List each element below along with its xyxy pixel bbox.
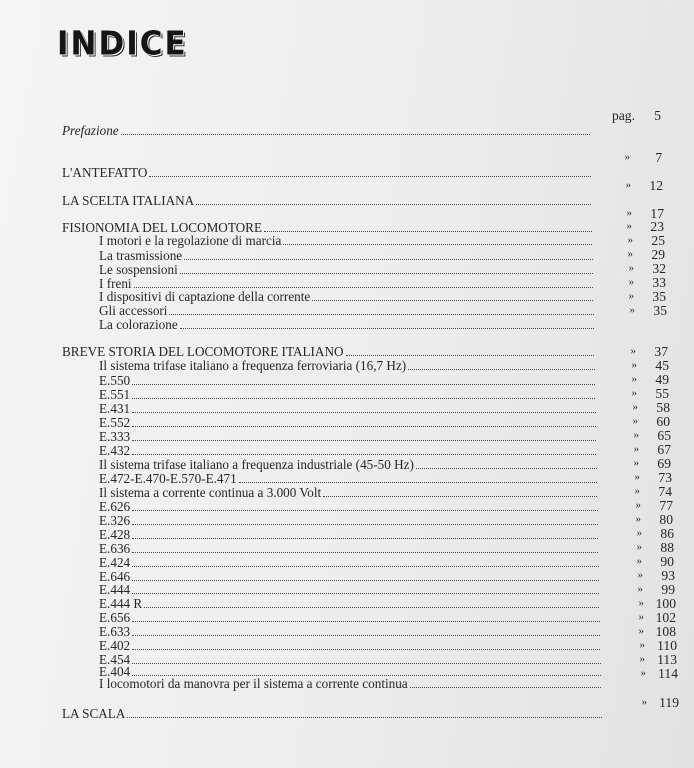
page-number bbox=[616, 596, 676, 611]
page-number bbox=[618, 666, 678, 681]
page-value: 12 bbox=[649, 178, 663, 193]
toc-entry bbox=[99, 513, 598, 528]
toc-entry-title: Prefazione bbox=[62, 123, 119, 138]
toc-entry bbox=[99, 527, 598, 542]
dotted-leader bbox=[144, 596, 599, 608]
page-number bbox=[601, 108, 661, 123]
page-number bbox=[611, 428, 671, 443]
toc-entry-title: E.550 bbox=[99, 373, 131, 388]
dotted-leader bbox=[132, 624, 600, 636]
dotted-leader bbox=[132, 664, 601, 676]
toc-entry-title: FISIONOMIA DEL LOCOMOTORE bbox=[62, 220, 263, 235]
toc-entry-title: I motori e la regolazione di marcia bbox=[99, 233, 282, 248]
toc-entry-title: Il sistema a corrente continua a 3.000 Volt bbox=[99, 485, 322, 500]
page-number bbox=[606, 261, 666, 276]
ditto-marker: » bbox=[633, 443, 639, 455]
dotted-leader bbox=[264, 220, 592, 232]
page-number bbox=[616, 624, 676, 639]
ditto-marker: » bbox=[633, 457, 639, 469]
toc-entry-title: E.424 bbox=[99, 555, 131, 570]
toc-entry bbox=[99, 248, 593, 263]
page-value: 33 bbox=[652, 275, 666, 290]
page-number bbox=[607, 303, 667, 318]
ditto-marker: » bbox=[636, 541, 642, 553]
ditto-marker: » bbox=[636, 527, 642, 539]
dotted-leader bbox=[132, 499, 598, 511]
page-number bbox=[610, 400, 670, 415]
dotted-leader bbox=[132, 429, 596, 441]
toc-entry-title: L'ANTEFATTO bbox=[62, 165, 148, 180]
page-number bbox=[608, 344, 668, 359]
toc-entry-title: E.633 bbox=[99, 624, 131, 639]
toc-entry-title: E.428 bbox=[99, 527, 131, 542]
toc-entry-title: E.444 R bbox=[99, 596, 143, 611]
toc-entry bbox=[99, 262, 593, 277]
ditto-marker: » bbox=[628, 276, 634, 288]
page-value: 69 bbox=[657, 456, 671, 471]
page-value: 58 bbox=[656, 400, 670, 415]
toc-entry bbox=[99, 373, 595, 388]
toc-entry bbox=[99, 624, 600, 639]
toc-entry-title: E.454 bbox=[99, 652, 131, 667]
ditto-marker: » bbox=[631, 387, 637, 399]
ditto-marker: » bbox=[641, 696, 647, 708]
ditto-marker: » bbox=[638, 611, 644, 623]
toc-entry-title: Gli accessori bbox=[99, 303, 168, 318]
toc-entry-title: E.444 bbox=[99, 582, 131, 597]
page-value: 65 bbox=[657, 428, 671, 443]
toc-entry bbox=[99, 358, 595, 373]
dotted-leader bbox=[169, 303, 594, 315]
ditto-marker: » bbox=[628, 290, 634, 302]
dotted-leader bbox=[149, 165, 591, 177]
ditto-marker: » bbox=[631, 359, 637, 371]
ditto-marker: » bbox=[624, 151, 630, 163]
page-number bbox=[603, 178, 663, 193]
toc-entry bbox=[62, 165, 591, 180]
dotted-leader bbox=[239, 471, 597, 483]
page-value: 17 bbox=[650, 206, 664, 221]
ditto-marker: » bbox=[628, 262, 634, 274]
page-value: 49 bbox=[655, 372, 669, 387]
page-value: 80 bbox=[659, 512, 673, 527]
ditto-marker: » bbox=[640, 667, 646, 679]
page-value: 5 bbox=[654, 108, 661, 123]
ditto-marker: » bbox=[638, 625, 644, 637]
ditto-marker: » bbox=[632, 415, 638, 427]
toc-entry-title: E.432 bbox=[99, 443, 131, 458]
page-value: 119 bbox=[659, 695, 679, 710]
toc-entry-title: Il sistema trifase italiano a frequenza industriale (45-50 Hz) bbox=[99, 457, 414, 472]
ditto-marker: » bbox=[626, 207, 632, 219]
toc-entry bbox=[99, 289, 593, 304]
page-number bbox=[615, 582, 675, 597]
dotted-leader bbox=[312, 289, 593, 301]
dotted-leader bbox=[416, 457, 597, 469]
toc-entry-title: E.431 bbox=[99, 401, 131, 416]
page-value: 55 bbox=[655, 386, 669, 401]
ditto-marker: » bbox=[627, 248, 633, 260]
page-number bbox=[611, 442, 671, 457]
ditto-marker: » bbox=[637, 583, 643, 595]
toc-entry-title: I dispositivi di captazione della corrente bbox=[99, 289, 311, 304]
toc-entry bbox=[99, 317, 594, 332]
toc-entry bbox=[99, 457, 597, 472]
dotted-leader bbox=[323, 485, 597, 497]
page-value: 25 bbox=[651, 233, 665, 248]
page-number bbox=[612, 470, 672, 485]
toc-entry bbox=[99, 233, 592, 248]
page-value: 108 bbox=[655, 624, 676, 639]
ditto-marker: » bbox=[633, 429, 639, 441]
page-number bbox=[613, 498, 673, 513]
toc-entry bbox=[99, 610, 600, 625]
toc-entry bbox=[62, 344, 594, 359]
ditto-marker: » bbox=[626, 220, 632, 232]
toc-entry-title: LA SCALA bbox=[62, 706, 126, 721]
page-number bbox=[614, 554, 674, 569]
page-number bbox=[602, 150, 662, 165]
toc-entry-title: La trasmissione bbox=[99, 248, 183, 263]
page-value: 77 bbox=[659, 498, 673, 513]
toc-entry-title: I locomotori da manovra per il sistema a corrente continua bbox=[99, 676, 408, 691]
page-number bbox=[606, 289, 666, 304]
toc-entry-title: E.636 bbox=[99, 541, 131, 556]
toc-entry-title: E.646 bbox=[99, 569, 131, 584]
toc-entry-title: E.326 bbox=[99, 513, 131, 528]
toc-entry-title: BREVE STORIA DEL LOCOMOTORE ITALIANO bbox=[62, 344, 344, 359]
toc-entry bbox=[62, 706, 602, 721]
dotted-leader bbox=[132, 373, 595, 385]
page-value: 88 bbox=[660, 540, 674, 555]
ditto-marker: » bbox=[636, 555, 642, 567]
toc-entry-title: E.552 bbox=[99, 415, 131, 430]
ditto-marker: » bbox=[631, 373, 637, 385]
toc-entry-title: Il sistema trifase italiano a frequenza ferroviaria (16,7 Hz) bbox=[99, 358, 407, 373]
dotted-leader bbox=[132, 610, 600, 622]
page-value: 99 bbox=[661, 582, 675, 597]
ditto-marker: » bbox=[638, 597, 644, 609]
page-value: 45 bbox=[655, 358, 669, 373]
dotted-leader bbox=[132, 387, 595, 399]
toc-entry bbox=[99, 676, 601, 691]
ditto-marker: » bbox=[635, 513, 641, 525]
toc-entry bbox=[99, 638, 600, 653]
page-number bbox=[605, 247, 665, 262]
toc-entry bbox=[99, 415, 596, 430]
ditto-marker: » bbox=[639, 639, 645, 651]
toc-entry bbox=[99, 443, 596, 458]
toc-entry bbox=[99, 387, 595, 402]
dotted-leader bbox=[121, 123, 590, 135]
dotted-leader bbox=[132, 527, 598, 539]
page-number bbox=[605, 233, 665, 248]
page-number bbox=[609, 386, 669, 401]
page-number bbox=[611, 456, 671, 471]
dotted-leader bbox=[408, 358, 595, 370]
dotted-leader bbox=[184, 248, 593, 260]
toc-entry bbox=[99, 429, 596, 444]
page-number bbox=[619, 695, 679, 710]
toc-entry bbox=[62, 123, 590, 138]
toc-entry bbox=[99, 401, 596, 416]
dotted-leader bbox=[132, 555, 599, 567]
page-number bbox=[612, 484, 672, 499]
page-value: 35 bbox=[652, 289, 666, 304]
dotted-leader bbox=[132, 513, 598, 525]
ditto-marker: » bbox=[629, 304, 635, 316]
dotted-leader bbox=[180, 317, 594, 329]
ditto-marker: » bbox=[635, 499, 641, 511]
toc-entry-title: E.402 bbox=[99, 638, 131, 653]
toc-entry bbox=[99, 471, 597, 486]
dotted-leader bbox=[132, 638, 600, 650]
page-number bbox=[604, 219, 664, 234]
page-value: 114 bbox=[658, 666, 678, 681]
page-value: 29 bbox=[651, 247, 665, 262]
page-value: 90 bbox=[660, 554, 674, 569]
toc-entry bbox=[99, 596, 599, 611]
toc-entry bbox=[99, 541, 598, 556]
toc-entry-title: E.333 bbox=[99, 429, 131, 444]
page-number bbox=[609, 372, 669, 387]
toc-entry bbox=[99, 303, 594, 318]
dotted-leader bbox=[127, 706, 602, 718]
ditto-marker: » bbox=[627, 234, 633, 246]
page-value: 100 bbox=[655, 596, 676, 611]
page-number bbox=[616, 610, 676, 625]
toc-entry-title: E.472-E.470-E.570-E.471 bbox=[99, 471, 237, 486]
page-number bbox=[617, 638, 677, 653]
ditto-marker: » bbox=[637, 569, 643, 581]
dotted-leader bbox=[132, 652, 601, 664]
toc-entry-title: E.404 bbox=[99, 664, 131, 679]
page-value: 113 bbox=[657, 652, 677, 667]
dotted-leader bbox=[196, 193, 591, 205]
toc-entry bbox=[99, 499, 598, 514]
page-number bbox=[617, 652, 677, 667]
toc-entry bbox=[62, 193, 591, 208]
page-number bbox=[610, 414, 670, 429]
ditto-marker: » bbox=[639, 653, 645, 665]
toc-entry-title: I freni bbox=[99, 276, 132, 291]
ditto-marker: » bbox=[634, 485, 640, 497]
ditto-marker: » bbox=[634, 471, 640, 483]
page-value: 110 bbox=[657, 638, 677, 653]
toc-entry-title: Le sospensioni bbox=[99, 262, 178, 277]
page-title: INDICE bbox=[57, 25, 188, 63]
page-number bbox=[614, 526, 674, 541]
dotted-leader bbox=[132, 541, 598, 553]
toc-entry bbox=[99, 582, 599, 597]
page-value: 74 bbox=[658, 484, 672, 499]
toc-entry-title: E.656 bbox=[99, 610, 131, 625]
dotted-leader bbox=[132, 443, 596, 455]
page-value: 32 bbox=[652, 261, 666, 276]
page-value: 73 bbox=[658, 470, 672, 485]
toc-entry bbox=[99, 555, 599, 570]
dotted-leader bbox=[132, 415, 596, 427]
ditto-marker: » bbox=[632, 401, 638, 413]
page-value: 86 bbox=[660, 526, 674, 541]
dotted-leader bbox=[134, 276, 593, 288]
toc-entry-title: E.626 bbox=[99, 499, 131, 514]
toc-entry-title: E.551 bbox=[99, 387, 131, 402]
page-value: 93 bbox=[661, 568, 675, 583]
page-value: 102 bbox=[655, 610, 676, 625]
page-number bbox=[615, 568, 675, 583]
dotted-leader bbox=[132, 569, 599, 581]
page-value: 37 bbox=[654, 344, 668, 359]
dotted-leader bbox=[346, 344, 595, 356]
page-value: 60 bbox=[656, 414, 670, 429]
dotted-leader bbox=[283, 233, 592, 245]
dotted-leader bbox=[180, 262, 593, 274]
page-number bbox=[614, 540, 674, 555]
toc-entry bbox=[99, 485, 597, 500]
dotted-leader bbox=[410, 676, 601, 688]
page-number bbox=[606, 275, 666, 290]
toc-entry-title: La colorazione bbox=[99, 317, 178, 332]
page-number bbox=[613, 512, 673, 527]
page-value: 67 bbox=[657, 442, 671, 457]
page-value: 23 bbox=[650, 219, 664, 234]
ditto-marker: pag. bbox=[611, 108, 635, 123]
ditto-marker: » bbox=[625, 179, 631, 191]
ditto-marker: » bbox=[630, 345, 636, 357]
page-number bbox=[609, 358, 669, 373]
dotted-leader bbox=[132, 582, 599, 594]
page-value: 35 bbox=[653, 303, 667, 318]
dotted-leader bbox=[132, 401, 596, 413]
page-value: 7 bbox=[655, 150, 662, 165]
toc-entry-title: LA SCELTA ITALIANA bbox=[62, 193, 195, 208]
